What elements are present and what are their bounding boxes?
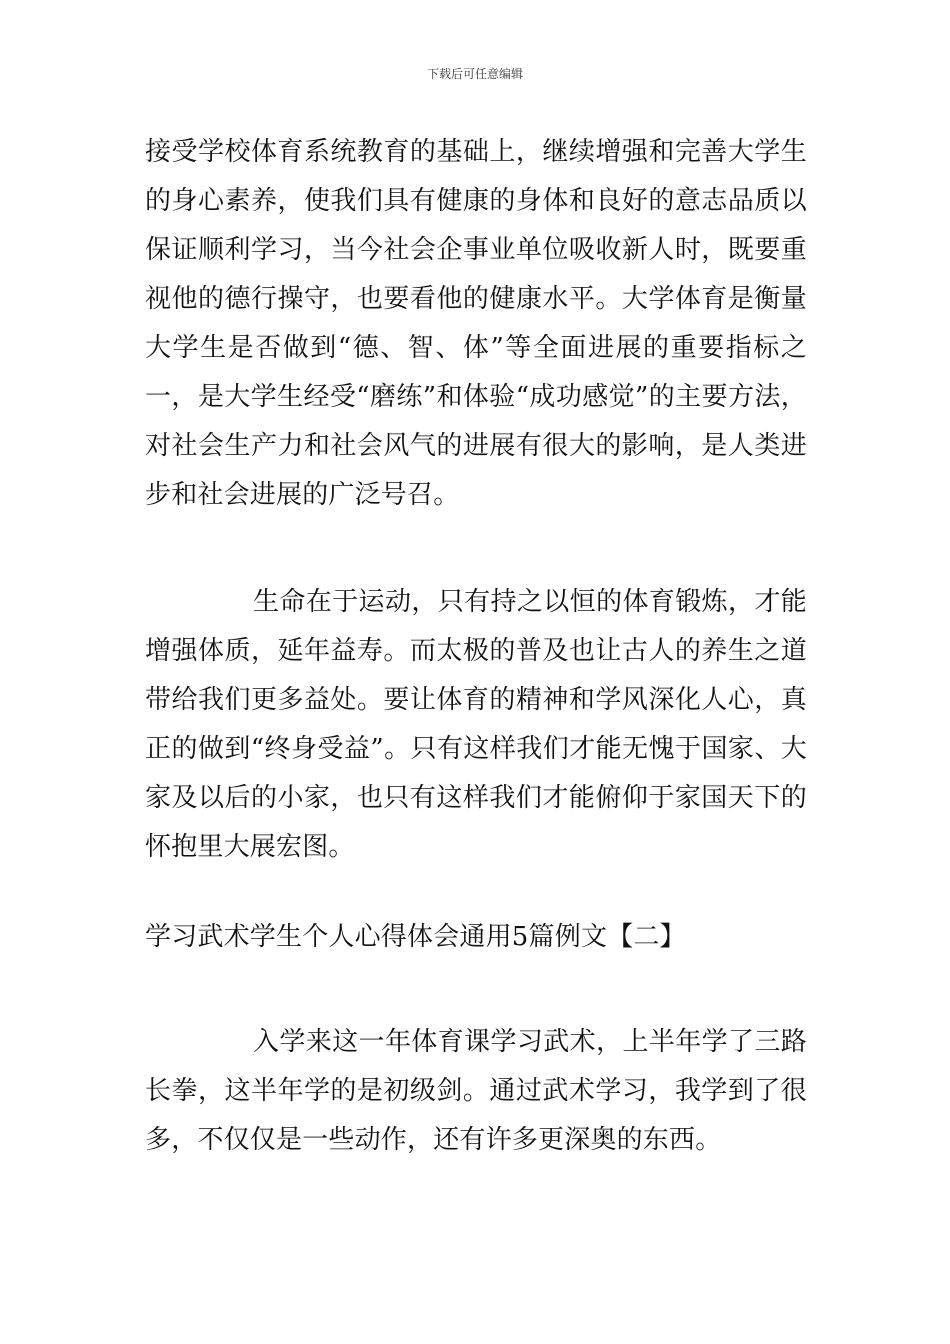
document-body [145,128,807,1165]
paragraph-1: 接受学校体育系统教育的基础上，继续增强和完善大学生的身心素养，使我们具有健康的身体和良好的意志品质以保证顺利学习，当今社会企事业单位吸收新人时，既要重视他的德行操守，也要看他的健康水平。大学体育是衡量大学生是否做到“德、智、体”等全面进展的重要指标之一，是大学生经受“磨练”和体验“成功感觉”的主要方法，对社会生产力和社会风气的进展有很大的影响，是人类进步和社会进展的广泛号召。 [145,137,807,510]
section-heading: 学习武术学生个人心得体会通用5篇例文【二】 [145,922,686,952]
paragraph-3: 入学来这一年体育课学习武术，上半年学了三路长拳，这半年学的是初级剑。通过武术学习，我学到了很多，不仅仅是一些动作，还有许多更深奥的东西。 [145,1027,807,1155]
paragraph-spacer [145,520,807,578]
paragraph-spacer [145,962,807,1018]
paragraph-2: 生命在于运动，只有持之以恒的体育锻炼，才能增强体质，延年益寿。而太极的普及也让古人的养生之道带给我们更多益处。要让体育的精神和学风深化人心，真正的做到“终身受益”。只有这样我们才能无愧于国家、大家及以后的小家，也只有这样我们才能俯仰于家国天下的怀抱里大展宏图。 [145,587,807,862]
paragraph-spacer [145,872,807,913]
header-note: 下载后可任意编辑 [426,67,523,81]
